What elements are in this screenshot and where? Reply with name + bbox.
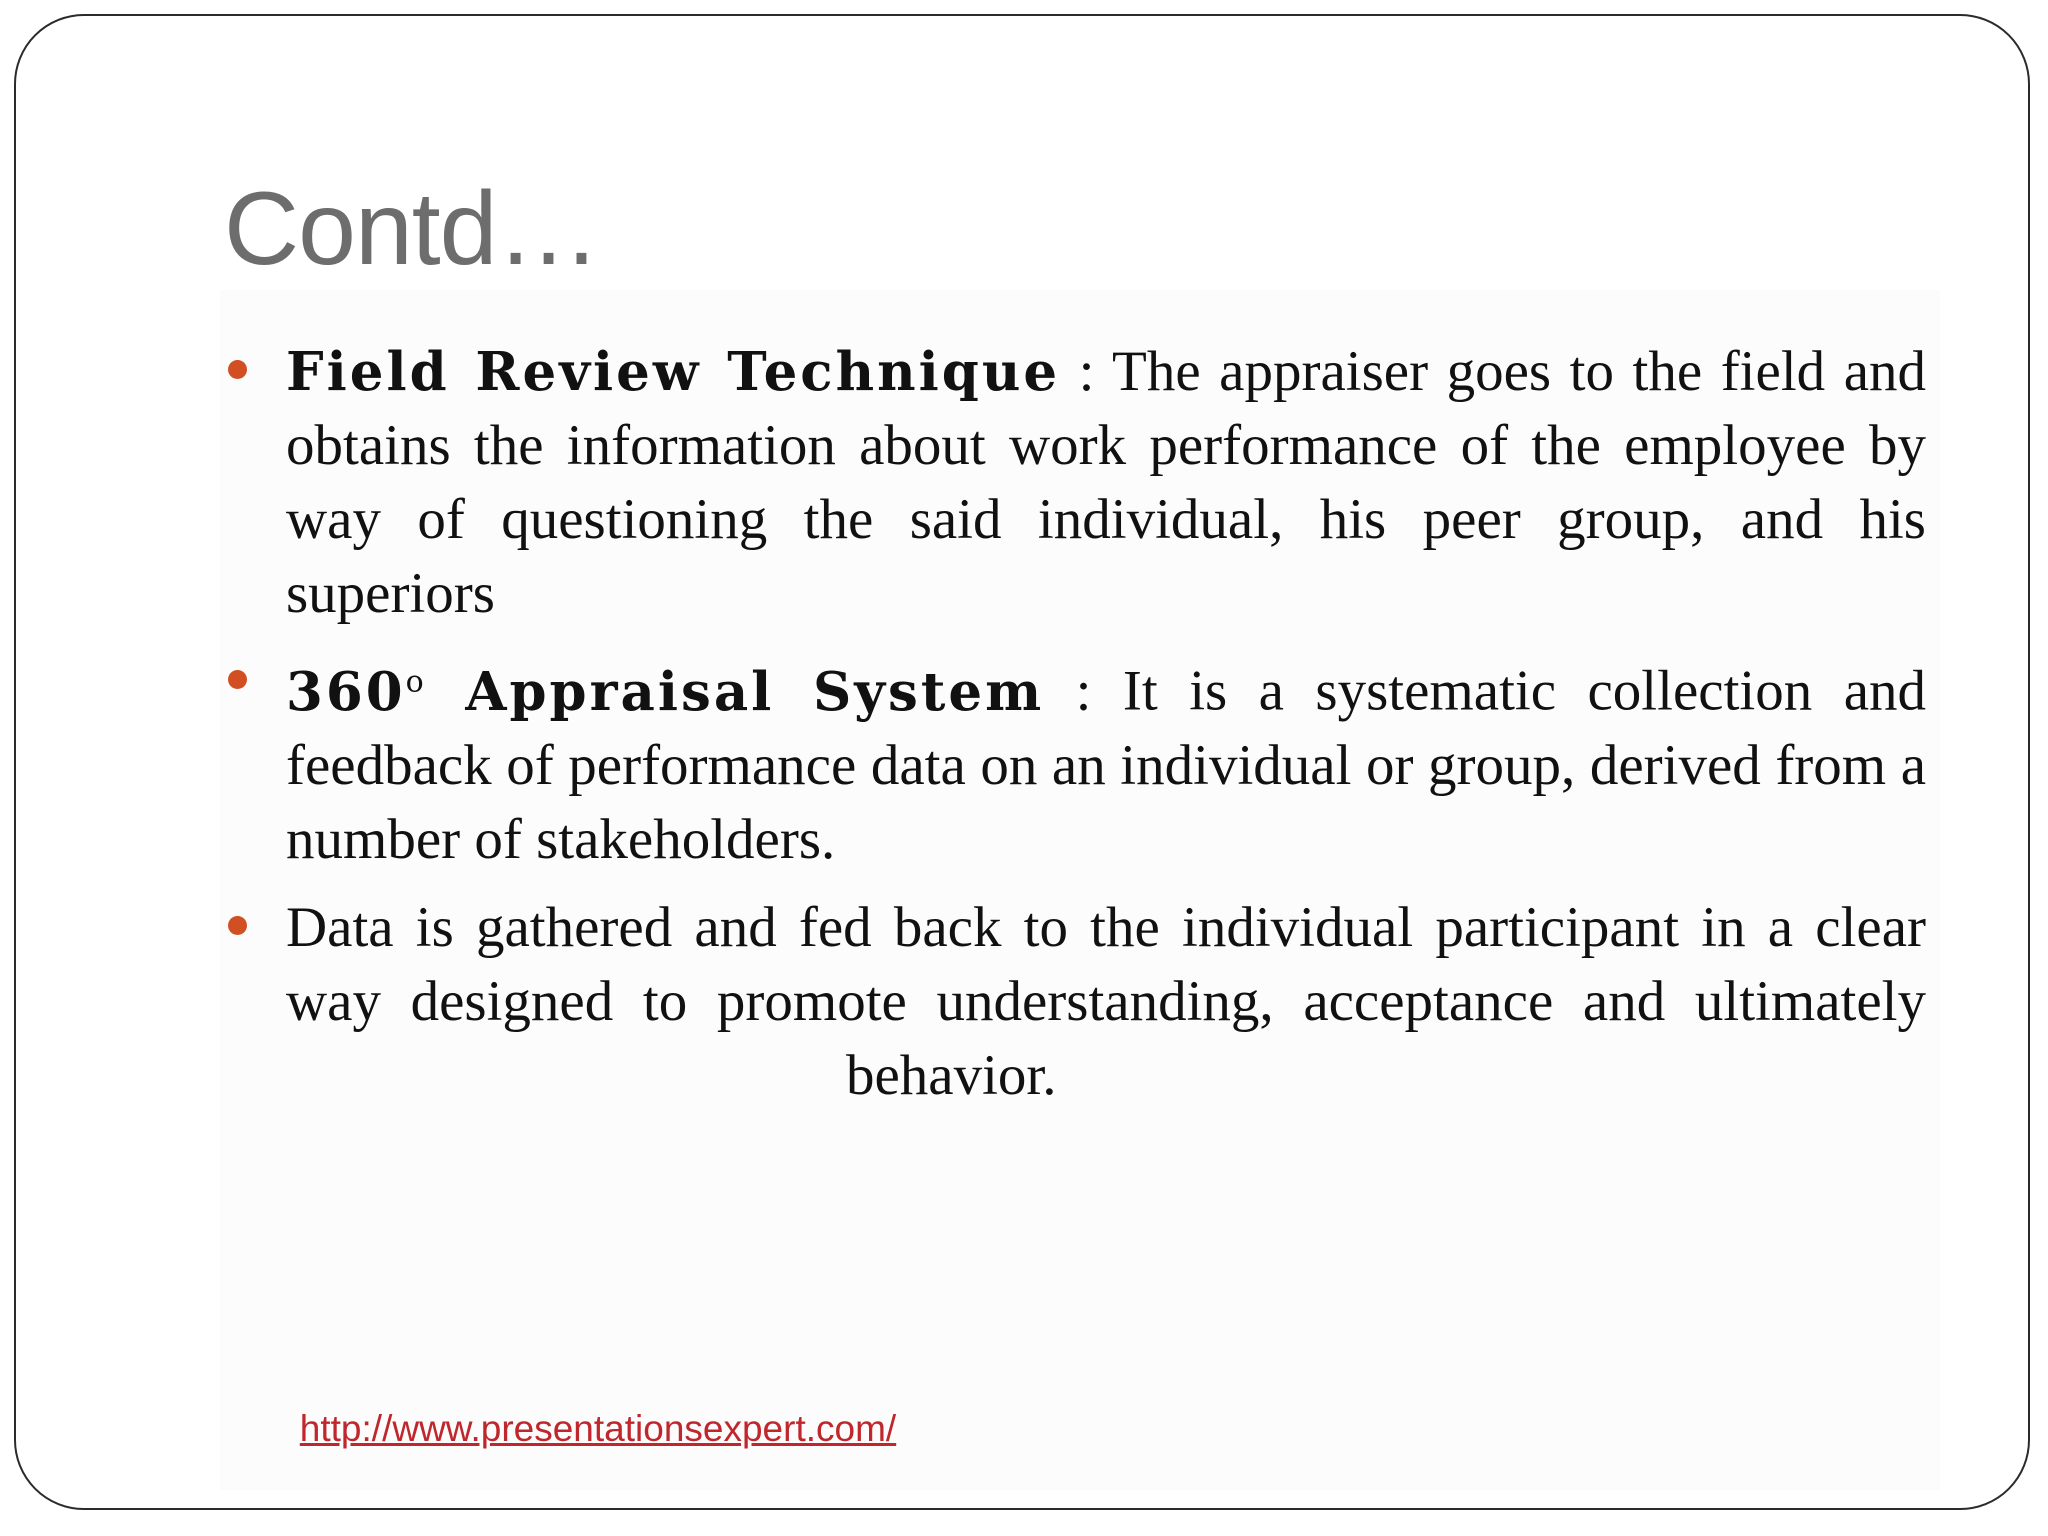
bullet-text: : It is a systematic collection and feedback of performance data on an individual or group, derived from a number of stakeholders. [286, 659, 1927, 871]
bullet-dot-icon [228, 670, 247, 689]
degree-superscript: o [405, 664, 427, 699]
bullet-item-360-appraisal [286, 645, 1926, 877]
bullet-dot-icon [228, 360, 247, 379]
bullet-dot-icon [228, 916, 247, 935]
footer-link[interactable]: http://www.presentationsexpert.com/ [299, 1408, 897, 1449]
slide-title: Contd… [224, 171, 600, 287]
bullet-list [286, 335, 1926, 1113]
bullet-text: Data is gathered and fed back to the individual participant in a clear way designed to promote understanding, acceptance and ultimately [286, 895, 1926, 1033]
bullet-text: : The appraiser goes to the field and obtains the information about work performance of the employee by way of questioning the said individual, his peer group, and his superiors [286, 340, 1927, 625]
bullet-item-field-review [286, 335, 1926, 631]
bullet-item-data-gathered [286, 891, 1926, 1113]
bullet-term: Field Review Technique [286, 341, 1061, 403]
bullet-text-end: behavior. [846, 1043, 1057, 1107]
bullet-term-number: 360 [286, 660, 406, 723]
bullet-term-rest: Appraisal System [426, 660, 1045, 723]
bullet-term [286, 661, 1044, 723]
